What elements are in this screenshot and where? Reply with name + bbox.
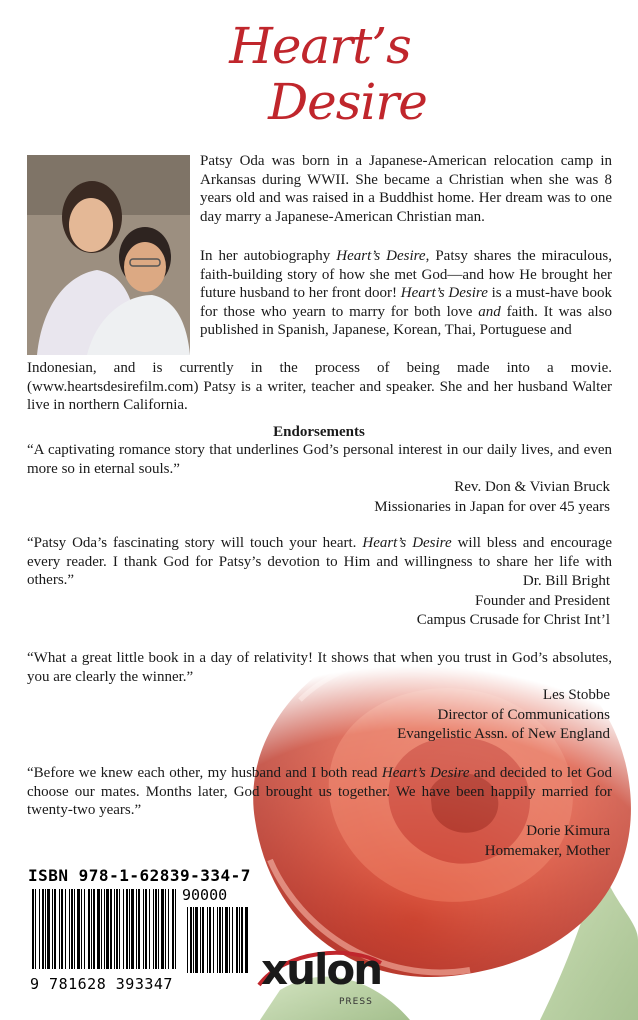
- barcode-bar: [149, 889, 150, 969]
- barcode-bar: [155, 889, 157, 969]
- attribution-line: Dorie Kimura: [526, 823, 610, 839]
- barcode-bar: [69, 889, 70, 969]
- barcode-bar: [93, 889, 95, 969]
- barcode-bar: [35, 889, 36, 969]
- endorsement-attribution-1: [374, 478, 610, 517]
- publisher-imprint: PRESS: [339, 997, 373, 1007]
- barcode-addon-bar: [232, 907, 233, 973]
- barcode-bar: [45, 889, 46, 969]
- barcode-bar: [110, 889, 112, 969]
- barcode-bar: [131, 889, 134, 969]
- barcode-bar: [65, 889, 66, 969]
- bio-text: is a must-have book for those who yearn to marry for both love: [200, 285, 613, 320]
- barcode-addon-bar: [217, 907, 218, 973]
- barcode-bar: [59, 889, 60, 969]
- barcode-addon-bar: [207, 907, 208, 973]
- barcode-bar: [32, 889, 34, 969]
- barcode-addon-bar: [213, 907, 214, 973]
- barcode-bar: [138, 889, 140, 969]
- barcode-addon-bar: [225, 907, 228, 973]
- author-photo: [27, 155, 190, 355]
- barcode-bar: [61, 889, 63, 969]
- book-title: [150, 18, 490, 130]
- barcode-bar: [71, 889, 73, 969]
- attribution-line: Evangelistic Assn. of New England: [397, 726, 610, 742]
- endorsement-attribution-4: [485, 822, 610, 861]
- barcode-bar: [47, 889, 50, 969]
- barcode-addon-bar: [241, 907, 243, 973]
- barcode-bar: [54, 889, 56, 969]
- barcode-addon-bar: [200, 907, 201, 973]
- barcode-bar: [126, 889, 128, 969]
- barcode-addon-bar: [193, 907, 194, 973]
- barcode-addon-bar: [209, 907, 211, 973]
- endorsement-quote-4: [27, 764, 612, 820]
- isbn-label: ISBN 978-1-62839-334-7: [28, 866, 251, 885]
- bio-text: faith. It was also published in Spanish, Japanese, Korean, Thai, Portuguese and: [200, 303, 613, 339]
- bio-text: , Patsy shares the miraculous, faith-building story of how she met God—and how He brought her future husband to her front door!: [200, 248, 613, 302]
- barcode-bar: [97, 889, 100, 969]
- attribution-line: Director of Communications: [437, 706, 610, 723]
- barcode-bar: [81, 889, 82, 969]
- attribution-line: Les Stobbe: [542, 687, 610, 703]
- barcode-bar: [101, 889, 102, 969]
- barcode-addon-bar: [245, 907, 248, 973]
- barcode-addon-bar: [236, 907, 238, 973]
- endorsements-heading: Endorsements: [273, 424, 365, 440]
- title-line-2: Desire: [268, 73, 427, 131]
- quote-text: and decided to let God choose our mates. Months later, God brought us together. We have been happily married for twenty-two years.”: [27, 765, 613, 819]
- bio-paragraph-1: Patsy Oda was born in a Japanese-American relocation camp in Arkansas during WWII. She became a Christian when she was 8 years old and was raised in a Buddhist home. Her dream was to one day marry a Japanese-American Christian man.: [200, 153, 612, 225]
- barcode-bar: [114, 889, 115, 969]
- barcode-bar: [52, 889, 53, 969]
- barcode-bar: [104, 889, 105, 969]
- barcode-bar: [84, 889, 85, 969]
- attribution-line: Campus Crusade for Christ Int’l: [416, 612, 610, 628]
- quote-text: “Patsy Oda’s fascinating story will touch your heart.: [27, 535, 363, 551]
- book-title-ref: Heart’s Desire: [400, 285, 488, 302]
- barcode-bar: [77, 889, 80, 969]
- barcode-bar: [145, 889, 147, 969]
- attribution-line: Dr. Bill Bright: [522, 573, 610, 589]
- barcode-addon-bar: [239, 907, 240, 973]
- barcode-addon-bar: [229, 907, 230, 973]
- barcode-bar: [129, 889, 130, 969]
- barcode-bar: [153, 889, 154, 969]
- barcode-bar: [158, 889, 159, 969]
- barcode-bar: [119, 889, 120, 969]
- barcode-bar: [39, 889, 40, 969]
- publisher-name: xulon: [261, 945, 382, 994]
- barcode-addon-number: 90000: [182, 886, 228, 904]
- endorsement-attribution-3: [397, 686, 610, 745]
- emphasis-and: and: [478, 303, 501, 320]
- book-title-ref: Heart’s Desire: [336, 248, 426, 264]
- bio-text: In her autobiography: [200, 248, 337, 264]
- quote-text: “Before we knew each other, my husband and I both read: [27, 765, 382, 781]
- barcode-ean-number: 9 781628 393347: [30, 975, 173, 993]
- barcode-bar: [165, 889, 166, 969]
- endorsement-quote-3: “What a great little book in a day of relativity! It shows that when you trust in God’s absolutes, you are clearly the winner.”: [27, 650, 612, 685]
- barcode-addon-bar: [202, 907, 204, 973]
- endorsement-quote-1: “A captivating romance story that underlines God’s personal interest in our daily lives, and even more so in eternal souls.”: [27, 442, 612, 477]
- barcode-addon-bar: [195, 907, 198, 973]
- publisher-logo: [255, 945, 385, 1015]
- barcode-bar: [161, 889, 164, 969]
- bio-paragraph-2: [200, 247, 612, 340]
- barcode-bar: [106, 889, 109, 969]
- barcode-bar: [168, 889, 169, 969]
- title-line-1: Heart’s: [229, 17, 411, 75]
- attribution-line: Homemaker, Mother: [484, 842, 610, 859]
- book-title-ref: Heart’s Desire: [381, 765, 470, 781]
- barcode-bar: [143, 889, 144, 969]
- barcode-bar: [123, 889, 124, 969]
- quote-text: will bless and encourage every reader. I thank God for Patsy’s devotion to Him and willingness to share her life with others.”: [27, 535, 612, 589]
- author-photo-image: [27, 155, 190, 355]
- barcode-bar: [88, 889, 90, 969]
- book-title-ref: Heart’s Desire: [362, 535, 452, 551]
- barcode-bar: [136, 889, 137, 969]
- barcode-bar: [172, 889, 174, 969]
- attribution-line: Missionaries in Japan for over 45 years: [374, 498, 610, 515]
- barcode-bar: [116, 889, 118, 969]
- barcode-bar: [175, 889, 176, 969]
- bio-paragraph-2-cont: Indonesian, and is currently in the process of being made into a movie. (www.heartsdesirefilm.com) Patsy is a writer, teacher and speaker. She and her husband Walter live in northern California.: [27, 360, 612, 414]
- attribution-line: Rev. Don & Vivian Bruck: [454, 479, 610, 495]
- barcode-addon-bar: [219, 907, 221, 973]
- endorsement-attribution-2: [417, 572, 610, 631]
- barcode-bar: [74, 889, 75, 969]
- barcode-addon-bar: [222, 907, 223, 973]
- barcode-bar: [42, 889, 44, 969]
- barcode-addon-bar: [187, 907, 188, 973]
- attribution-line: Founder and President: [475, 592, 610, 609]
- barcode-bar: [91, 889, 92, 969]
- barcode-addon-bar: [190, 907, 192, 973]
